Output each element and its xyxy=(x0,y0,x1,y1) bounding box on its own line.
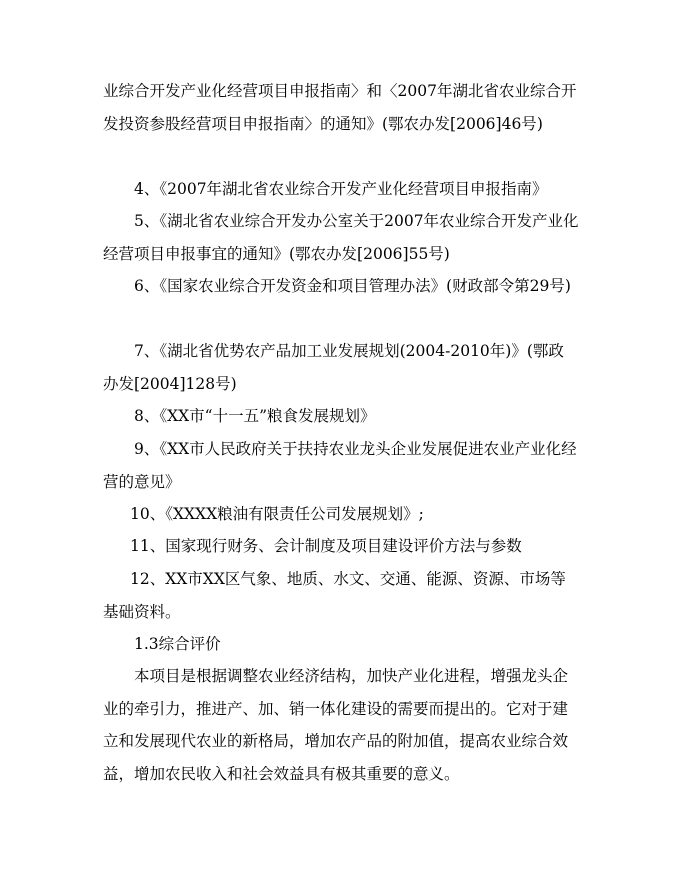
list-item-6: 6、《国家农业综合开发资金和项目管理办法》(财政部令第29号) xyxy=(134,277,571,295)
list-item-4: 4、《2007年湖北省农业综合开发产业化经营项目申报指南》 xyxy=(134,180,548,198)
list-item-12: 12、XX市XX区气象、地质、水文、交通、能源、资源、市场等基础资料。 xyxy=(103,570,566,621)
paragraph-notice-continuation: 业综合开发产业化经营项目申报指南〉和〈2007年湖北省农业综合开发投资参股经营项目申报指南〉的通知》(鄂农办发[2006]46号) xyxy=(103,82,577,133)
list-item-8: 8、《XX市“十一五”粮食发展规划》 xyxy=(134,407,376,425)
list-item-10: 10、《XXXX粮油有限责任公司发展规划》; xyxy=(130,505,424,523)
section-body: 本项目是根据调整农业经济结构，加快产业化进程，增强龙头企业的牵引力，推进产、加、销一体化建设的需要而提出的。它对于建立和发展现代农业的新格局，增加农产品的附加值，提高农业综合效益，增加农民收入和社会效益具有极其重要的意义。 xyxy=(103,667,569,783)
section-heading: 1.3综合评价 xyxy=(134,635,221,653)
list-item-7: 7、《湖北省优势农产品加工业发展规划(2004-2010年)》(鄂政办发[2004]128号) xyxy=(103,342,564,393)
list-item-5: 5、《湖北省农业综合开发办公室关于2007年农业综合开发产业化经营项目申报事宜的通知》(鄂农办发[2006]55号) xyxy=(103,212,579,263)
list-item-11: 11、国家现行财务、会计制度及项目建设评价方法与参数 xyxy=(130,537,522,555)
list-item-9: 9、《XX市人民政府关于扶持农业龙头企业发展促进农业产业化经营的意见》 xyxy=(103,440,577,491)
